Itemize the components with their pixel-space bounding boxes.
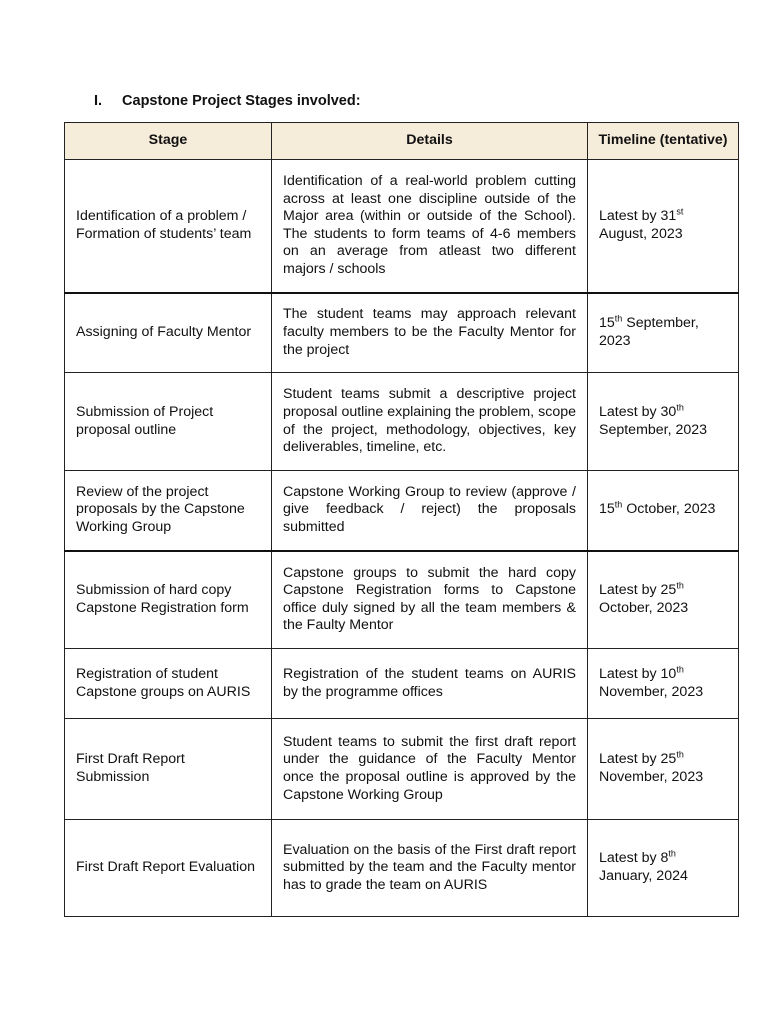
details-cell: Capstone groups to submit the hard copy Capstone Registration forms to Capstone office duly signed by all the team members & the Faulty Mentor [272,551,588,649]
stage-cell: Assigning of Faculty Mentor [65,293,272,373]
stage-cell: Identification of a problem / Formation of students’ team [65,160,272,293]
timeline-cell: Latest by 10th November, 2023 [588,649,739,719]
details-cell: Evaluation on the basis of the First draft report submitted by the team and the Faculty mentor has to grade the team on AURIS [272,820,588,917]
section-title: Capstone Project Stages involved: [122,93,361,109]
table-row [65,820,739,917]
table-row [65,471,739,551]
stage-cell: Submission of Project proposal outline [65,373,272,471]
details-cell: Capstone Working Group to review (approve / give feedback / reject) the proposals submitted [272,471,588,551]
header-details: Details [272,123,588,160]
details-cell: The student teams may approach relevant faculty members to be the Faculty Mentor for the project [272,293,588,373]
timeline-cell: Latest by 31st August, 2023 [588,160,739,293]
timeline-cell: Latest by 25th October, 2023 [588,551,739,649]
table-row [65,373,739,471]
table-row [65,551,739,649]
timeline-cell: Latest by 30th September, 2023 [588,373,739,471]
details-cell: Student teams to submit the first draft report under the guidance of the Faculty Mentor once the proposal outline is approved by the Capstone Working Group [272,719,588,820]
table-row [65,160,739,293]
stage-cell: First Draft Report Submission [65,719,272,820]
table-row [65,719,739,820]
timeline-cell: Latest by 8th January, 2024 [588,820,739,917]
timeline-cell: 15th September, 2023 [588,293,739,373]
stage-cell: Review of the project proposals by the Capstone Working Group [65,471,272,551]
stage-cell: Registration of student Capstone groups on AURIS [65,649,272,719]
timeline-cell: 15th October, 2023 [588,471,739,551]
table-row [65,649,739,719]
header-timeline: Timeline (tentative) [588,123,739,160]
capstone-stages-table [64,122,739,917]
section-number: I. [94,93,103,109]
details-cell: Student teams submit a descriptive project proposal outline explaining the problem, scope of the project, methodology, objectives, key deliverables, timeline, etc. [272,373,588,471]
timeline-cell: Latest by 25th November, 2023 [588,719,739,820]
section-heading [94,93,361,109]
table-header-row [65,123,739,160]
header-stage: Stage [65,123,272,160]
details-cell: Registration of the student teams on AURIS by the programme offices [272,649,588,719]
stage-cell: First Draft Report Evaluation [65,820,272,917]
table-row [65,293,739,373]
stage-cell: Submission of hard copy Capstone Registration form [65,551,272,649]
details-cell: Identification of a real-world problem cutting across at least one discipline outside of the Major area (within or outside of the School). The students to form teams of 4-6 members on an average from atleast two different majors / schools [272,160,588,293]
